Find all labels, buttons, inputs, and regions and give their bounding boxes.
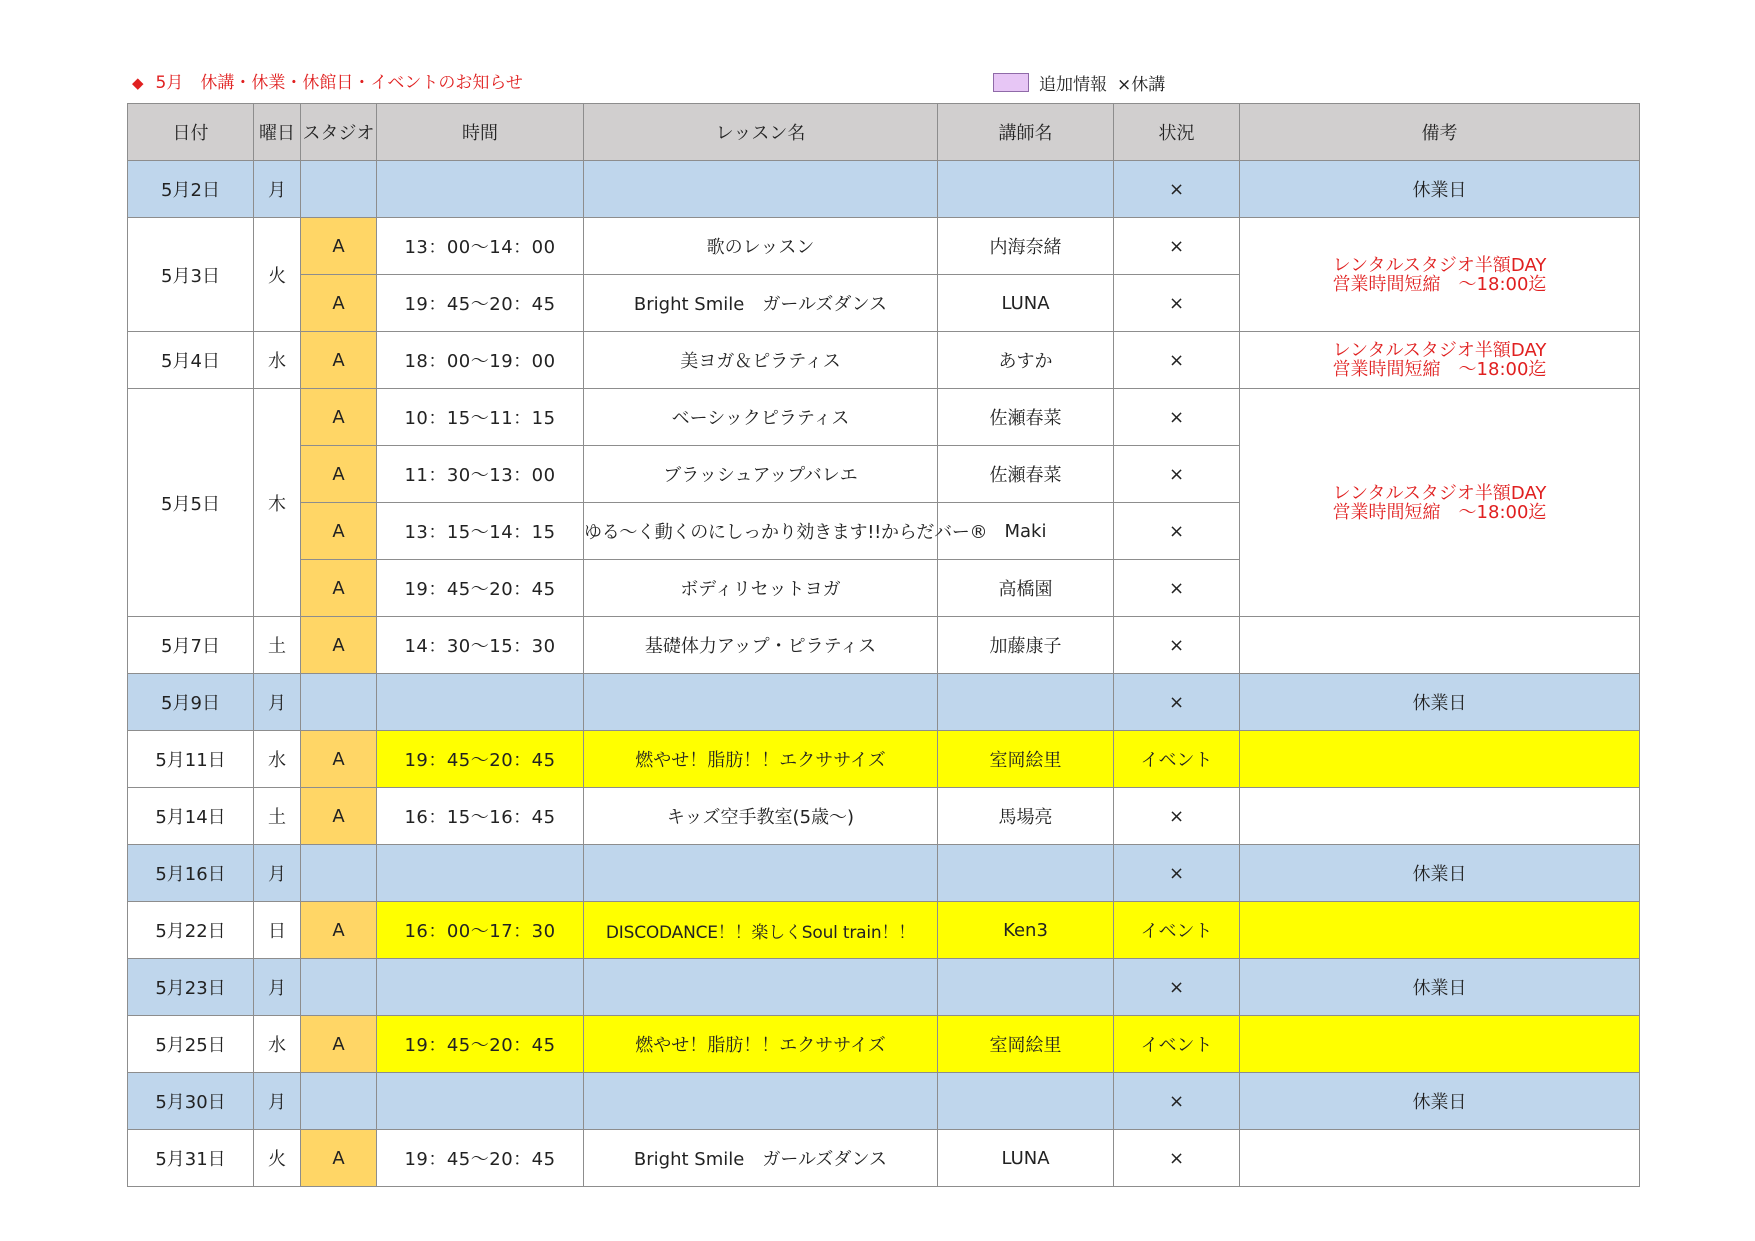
studio-cell: A bbox=[301, 1016, 377, 1073]
teacher-cell bbox=[938, 674, 1114, 731]
status-cell: × bbox=[1114, 161, 1240, 218]
status-cell: × bbox=[1114, 275, 1240, 332]
remark-cell bbox=[1240, 617, 1640, 674]
date-cell: 5月31日 bbox=[128, 1130, 254, 1187]
day-cell: 土 bbox=[254, 788, 301, 845]
status-cell: × bbox=[1114, 845, 1240, 902]
studio-cell: A bbox=[301, 560, 377, 617]
day-cell: 木 bbox=[254, 389, 301, 617]
table-row bbox=[128, 389, 1640, 446]
time-cell: 19：45～20：45 bbox=[377, 731, 584, 788]
studio-cell: A bbox=[301, 218, 377, 275]
remark-cell bbox=[1240, 218, 1640, 332]
date-cell: 5月14日 bbox=[128, 788, 254, 845]
date-cell: 5月7日 bbox=[128, 617, 254, 674]
status-cell: × bbox=[1114, 332, 1240, 389]
page-title bbox=[132, 68, 523, 93]
lesson-cell: ブラッシュアップバレエ bbox=[584, 446, 938, 503]
studio-cell: A bbox=[301, 617, 377, 674]
remark-cell bbox=[1240, 332, 1640, 389]
status-cell: × bbox=[1114, 617, 1240, 674]
remark-line-1: レンタルスタジオ半額DAY bbox=[1332, 340, 1547, 361]
teacher-cell: 室岡絵里 bbox=[938, 1016, 1114, 1073]
time-cell bbox=[377, 161, 584, 218]
lesson-cell bbox=[584, 161, 938, 218]
lesson-cell: Bright Smile ガールズダンス bbox=[584, 275, 938, 332]
date-cell: 5月30日 bbox=[128, 1073, 254, 1130]
diamond-icon: ◆ bbox=[132, 74, 144, 92]
date-cell: 5月25日 bbox=[128, 1016, 254, 1073]
status-cell: × bbox=[1114, 788, 1240, 845]
studio-cell bbox=[301, 161, 377, 218]
col-teacher: 講師名 bbox=[938, 104, 1114, 161]
teacher-cell: あすか bbox=[938, 332, 1114, 389]
table-row bbox=[128, 218, 1640, 275]
lesson-cell bbox=[584, 674, 938, 731]
col-time: 時間 bbox=[377, 104, 584, 161]
lesson-cell: ベーシックピラティス bbox=[584, 389, 938, 446]
col-status: 状況 bbox=[1114, 104, 1240, 161]
remark-cell bbox=[1240, 389, 1640, 617]
studio-cell: A bbox=[301, 275, 377, 332]
remark-line-1: レンタルスタジオ半額DAY bbox=[1332, 254, 1547, 276]
lesson-cell: キッズ空手教室(5歳～) bbox=[584, 788, 938, 845]
day-cell: 火 bbox=[254, 1130, 301, 1187]
lesson-cell: 美ヨガ＆ピラティス bbox=[584, 332, 938, 389]
legend-label: 追加情報 bbox=[1039, 75, 1107, 95]
remark-cell bbox=[1240, 788, 1640, 845]
lesson-cell: 基礎体力アップ・ピラティス bbox=[584, 617, 938, 674]
lesson-cell: Bright Smile ガールズダンス bbox=[584, 1130, 938, 1187]
remark-cell: 休業日 bbox=[1240, 845, 1640, 902]
status-cell: × bbox=[1114, 218, 1240, 275]
day-cell: 月 bbox=[254, 845, 301, 902]
time-cell bbox=[377, 959, 584, 1016]
studio-cell: A bbox=[301, 389, 377, 446]
table-row bbox=[128, 332, 1640, 389]
table-row bbox=[128, 161, 1640, 218]
title-text: 5月 休講・休業・休館日・イベントのお知らせ bbox=[155, 73, 523, 93]
time-cell: 16：15～16：45 bbox=[377, 788, 584, 845]
teacher-cell: 高橋園 bbox=[938, 560, 1114, 617]
date-cell: 5月2日 bbox=[128, 161, 254, 218]
lesson-cell bbox=[584, 1073, 938, 1130]
remark-line-1: レンタルスタジオ半額DAY bbox=[1332, 482, 1547, 504]
teacher-cell: Ken3 bbox=[938, 902, 1114, 959]
teacher-cell: 加藤康子 bbox=[938, 617, 1114, 674]
status-cell: × bbox=[1114, 389, 1240, 446]
col-day: 曜日 bbox=[254, 104, 301, 161]
table-row bbox=[128, 1016, 1640, 1073]
lesson-cell bbox=[584, 959, 938, 1016]
date-cell: 5月4日 bbox=[128, 332, 254, 389]
studio-cell bbox=[301, 959, 377, 1016]
remark-cell: 休業日 bbox=[1240, 161, 1640, 218]
date-cell: 5月22日 bbox=[128, 902, 254, 959]
remark-cell: 休業日 bbox=[1240, 959, 1640, 1016]
studio-cell: A bbox=[301, 788, 377, 845]
table-row bbox=[128, 674, 1640, 731]
date-cell: 5月16日 bbox=[128, 845, 254, 902]
status-cell: × bbox=[1114, 446, 1240, 503]
status-cell: × bbox=[1114, 503, 1240, 560]
time-cell: 13：15～14：15 bbox=[377, 503, 584, 560]
day-cell: 月 bbox=[254, 1073, 301, 1130]
teacher-cell bbox=[938, 845, 1114, 902]
table-row bbox=[128, 959, 1640, 1016]
time-cell: 19：45～20：45 bbox=[377, 1016, 584, 1073]
studio-cell bbox=[301, 674, 377, 731]
col-remark: 備考 bbox=[1240, 104, 1640, 161]
time-cell: 14：30～15：30 bbox=[377, 617, 584, 674]
remark-line-2: 営業時間短縮 ～18:00迄 bbox=[1332, 501, 1547, 523]
lesson-cell: DISCODANCE！！楽しくSoul train！！ bbox=[584, 902, 938, 959]
remark-cell bbox=[1240, 1130, 1640, 1187]
status-cell: × bbox=[1114, 560, 1240, 617]
teacher-cell bbox=[938, 161, 1114, 218]
day-cell: 日 bbox=[254, 902, 301, 959]
header-row bbox=[128, 104, 1640, 161]
remark-line-2: 営業時間短縮 ～18:00迄 bbox=[1332, 273, 1547, 295]
day-cell: 月 bbox=[254, 674, 301, 731]
day-cell: 火 bbox=[254, 218, 301, 332]
time-cell: 19：45～20：45 bbox=[377, 1130, 584, 1187]
remark-cell bbox=[1240, 731, 1640, 788]
lesson-cell: 歌のレッスン bbox=[584, 218, 938, 275]
date-cell: 5月9日 bbox=[128, 674, 254, 731]
teacher-cell: Maki bbox=[938, 503, 1114, 560]
legend-cancel: ×休講 bbox=[1117, 75, 1166, 95]
time-cell: 10：15～11：15 bbox=[377, 389, 584, 446]
remark-cell bbox=[1240, 902, 1640, 959]
remark-line-2: 営業時間短縮 ～18:00迄 bbox=[1332, 359, 1547, 380]
teacher-cell: 佐瀬春菜 bbox=[938, 389, 1114, 446]
col-lesson: レッスン名 bbox=[584, 104, 938, 161]
date-cell: 5月3日 bbox=[128, 218, 254, 332]
studio-cell bbox=[301, 845, 377, 902]
time-cell: 19：45～20：45 bbox=[377, 275, 584, 332]
studio-cell: A bbox=[301, 332, 377, 389]
studio-cell bbox=[301, 1073, 377, 1130]
status-cell: イベント bbox=[1114, 902, 1240, 959]
teacher-cell bbox=[938, 1073, 1114, 1130]
time-cell: 13：00～14：00 bbox=[377, 218, 584, 275]
time-cell bbox=[377, 1073, 584, 1130]
studio-cell: A bbox=[301, 503, 377, 560]
teacher-cell: LUNA bbox=[938, 1130, 1114, 1187]
teacher-cell bbox=[938, 959, 1114, 1016]
date-cell: 5月23日 bbox=[128, 959, 254, 1016]
date-cell: 5月11日 bbox=[128, 731, 254, 788]
status-cell: × bbox=[1114, 1130, 1240, 1187]
table-row bbox=[128, 731, 1640, 788]
date-cell: 5月5日 bbox=[128, 389, 254, 617]
lesson-cell: 燃やせ！脂肪！！エクササイズ bbox=[584, 731, 938, 788]
time-cell: 19：45～20：45 bbox=[377, 560, 584, 617]
teacher-cell: 室岡絵里 bbox=[938, 731, 1114, 788]
day-cell: 月 bbox=[254, 959, 301, 1016]
legend-swatch bbox=[993, 73, 1029, 92]
remark-cell bbox=[1240, 1016, 1640, 1073]
day-cell: 月 bbox=[254, 161, 301, 218]
day-cell: 水 bbox=[254, 731, 301, 788]
studio-cell: A bbox=[301, 902, 377, 959]
day-cell: 土 bbox=[254, 617, 301, 674]
table-row bbox=[128, 788, 1640, 845]
time-cell: 11：30～13：00 bbox=[377, 446, 584, 503]
day-cell: 水 bbox=[254, 332, 301, 389]
studio-cell: A bbox=[301, 446, 377, 503]
table-row bbox=[128, 617, 1640, 674]
day-cell: 水 bbox=[254, 1016, 301, 1073]
table-row bbox=[128, 1130, 1640, 1187]
time-cell bbox=[377, 674, 584, 731]
status-cell: × bbox=[1114, 1073, 1240, 1130]
legend bbox=[993, 70, 1165, 95]
teacher-cell: 馬場亮 bbox=[938, 788, 1114, 845]
status-cell: × bbox=[1114, 959, 1240, 1016]
status-cell: イベント bbox=[1114, 1016, 1240, 1073]
remark-cell: 休業日 bbox=[1240, 1073, 1640, 1130]
status-cell: × bbox=[1114, 674, 1240, 731]
teacher-cell: LUNA bbox=[938, 275, 1114, 332]
table-row bbox=[128, 845, 1640, 902]
teacher-cell: 内海奈緒 bbox=[938, 218, 1114, 275]
col-date: 日付 bbox=[128, 104, 254, 161]
lesson-cell: 燃やせ！脂肪！！エクササイズ bbox=[584, 1016, 938, 1073]
time-cell: 16：00～17：30 bbox=[377, 902, 584, 959]
lesson-cell bbox=[584, 845, 938, 902]
lesson-cell: ゆる～く動くのにしっかり効きます!!からだバー® bbox=[584, 503, 938, 560]
studio-cell: A bbox=[301, 1130, 377, 1187]
status-cell: イベント bbox=[1114, 731, 1240, 788]
time-cell: 18：00～19：00 bbox=[377, 332, 584, 389]
col-studio: スタジオ bbox=[301, 104, 377, 161]
studio-cell: A bbox=[301, 731, 377, 788]
lesson-cell: ボディリセットヨガ bbox=[584, 560, 938, 617]
teacher-cell: 佐瀬春菜 bbox=[938, 446, 1114, 503]
table-row bbox=[128, 1073, 1640, 1130]
remark-cell: 休業日 bbox=[1240, 674, 1640, 731]
schedule-table bbox=[127, 103, 1640, 1187]
time-cell bbox=[377, 845, 584, 902]
table-row bbox=[128, 902, 1640, 959]
